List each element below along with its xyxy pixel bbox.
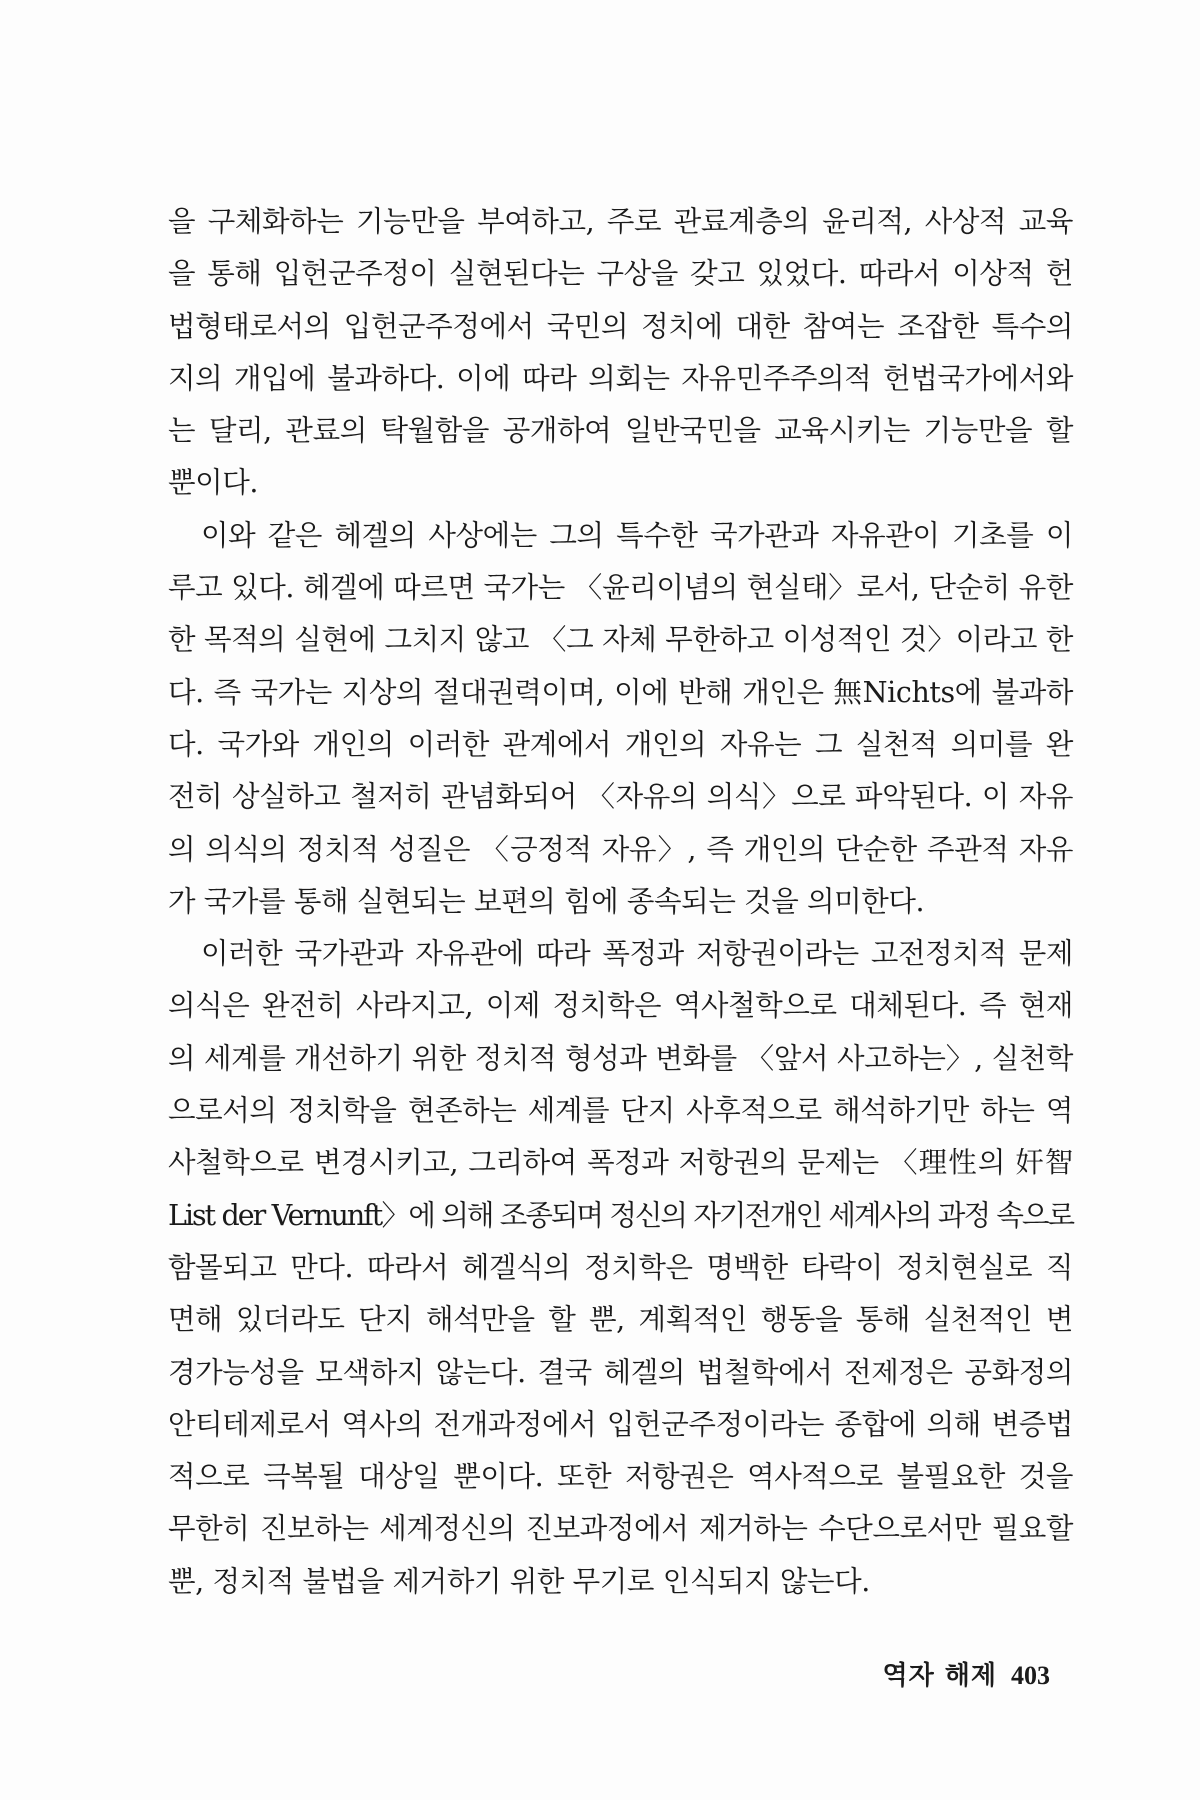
text-line: 이와 같은 헤겔의 사상에는 그의 특수한 국가관과 자유관이 기초를 이 — [201, 518, 1073, 552]
text-line: 을 통해 입헌군주정이 실현된다는 구상을 갖고 있었다. 따라서 이상적 헌 — [168, 257, 1073, 291]
text-line: 이러한 국가관과 자유관에 따라 폭정과 저항권이라는 고전정치적 문제 — [201, 937, 1073, 971]
text-line: 의 세계를 개선하기 위한 정치적 형성과 변화를 〈앞서 사고하는〉, 실천학 — [168, 1041, 1073, 1075]
text-line: 지의 개입에 불과하다. 이에 따라 의회는 자유민주주의적 헌법국가에서와 — [168, 361, 1073, 395]
text-line: 면해 있더라도 단지 해석만을 할 뿐, 계획적인 행동을 통해 실천적인 변 — [168, 1303, 1073, 1337]
text-line: 무한히 진보하는 세계정신의 진보과정에서 제거하는 수단으로서만 필요할 — [168, 1512, 1073, 1546]
text-line: 안티테제로서 역사의 전개과정에서 입헌군주정이라는 종합에 의해 변증법 — [168, 1407, 1073, 1441]
text-line: 뿐이다. — [168, 466, 259, 500]
text-line: 의 의식의 정치적 성질은 〈긍정적 자유〉, 즉 개인의 단순한 주관적 자유 — [168, 832, 1073, 866]
text-line: List der Vernunft〉에 의해 조종되며 정신의 자기전개인 세계사의 과정 속으로 — [168, 1198, 1073, 1232]
text-line: 으로서의 정치학을 현존하는 세계를 단지 사후적으로 해석하기만 하는 역 — [168, 1094, 1073, 1128]
text-line: 의식은 완전히 사라지고, 이제 정치학은 역사철학으로 대체된다. 즉 현재 — [168, 989, 1073, 1023]
page-footer — [882, 1655, 1050, 1692]
text-line: 사철학으로 변경시키고, 그리하여 폭정과 저항권의 문제는 〈理性의 奸智 — [168, 1146, 1073, 1180]
text-line: 루고 있다. 헤겔에 따르면 국가는 〈윤리이념의 현실태〉로서, 단순히 유한 — [168, 571, 1073, 605]
text-line: 다. 국가와 개인의 이러한 관계에서 개인의 자유는 그 실천적 의미를 완 — [168, 727, 1073, 761]
body-text — [168, 196, 1073, 1608]
page-number: 403 — [1011, 1661, 1050, 1690]
text-line: 는 달리, 관료의 탁월함을 공개하여 일반국민을 교육시키는 기능만을 할 — [168, 414, 1073, 448]
text-line: 적으로 극복될 대상일 뿐이다. 또한 저항권은 역사적으로 불필요한 것을 — [168, 1460, 1073, 1494]
text-line: 가 국가를 통해 실현되는 보편의 힘에 종속되는 것을 의미한다. — [168, 884, 925, 918]
text-line: 경가능성을 모색하지 않는다. 결국 헤겔의 법철학에서 전제정은 공화정의 — [168, 1355, 1073, 1389]
text-line: 을 구체화하는 기능만을 부여하고, 주로 관료계층의 윤리적, 사상적 교육 — [168, 205, 1073, 238]
text-line: 한 목적의 실현에 그치지 않고 〈그 자체 무한하고 이성적인 것〉이라고 한 — [168, 623, 1073, 657]
text-line: 함몰되고 만다. 따라서 헤겔식의 정치학은 명백한 타락이 정치현실로 직 — [168, 1250, 1073, 1284]
text-line: 다. 즉 국가는 지상의 절대권력이며, 이에 반해 개인은 無Nichts에 불과하 — [168, 675, 1073, 709]
text-line: 전히 상실하고 철저히 관념화되어 〈자유의 의식〉으로 파악된다. 이 자유 — [168, 780, 1073, 814]
text-line: 뿐, 정치적 불법을 제거하기 위한 무기로 인식되지 않는다. — [168, 1564, 870, 1598]
text-line: 법형태로서의 입헌군주정에서 국민의 정치에 대한 참여는 조잡한 특수의 — [168, 309, 1073, 343]
section-label: 역자 해제 — [882, 1661, 997, 1691]
